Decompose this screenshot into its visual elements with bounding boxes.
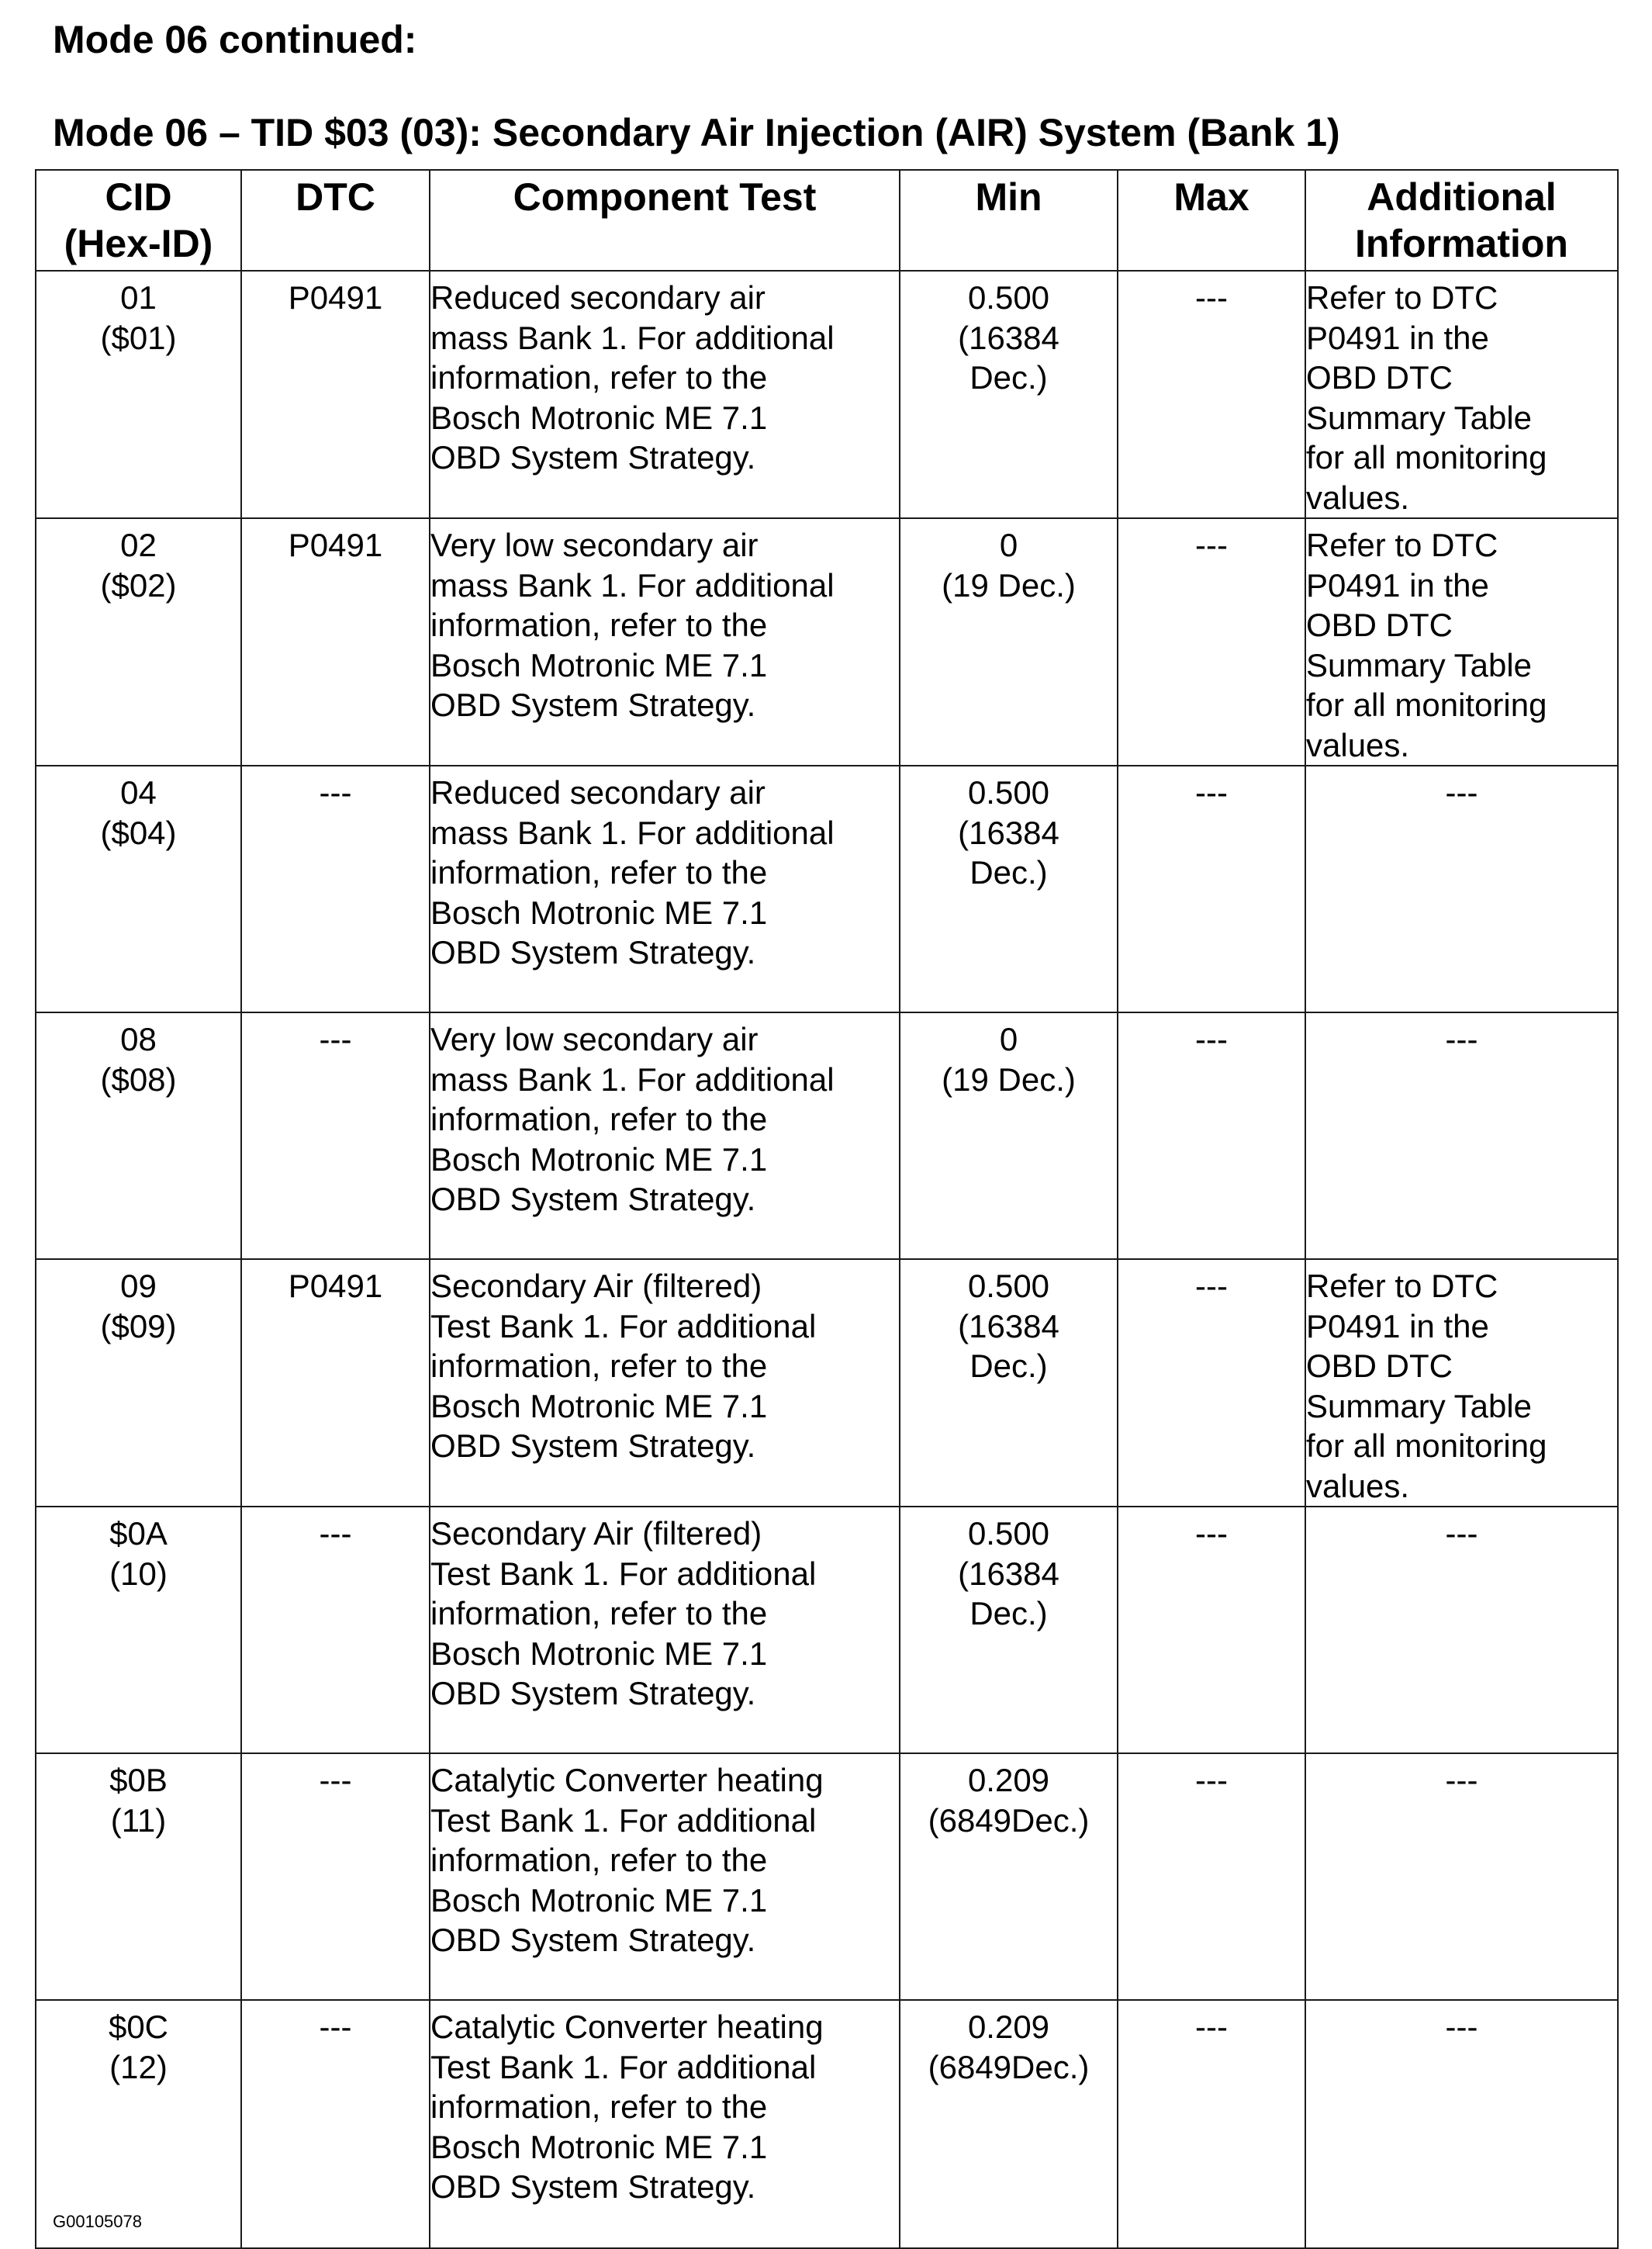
max-cell: ---: [1118, 2000, 1305, 2248]
table-row: [36, 1753, 1618, 2000]
cell-line: 09: [120, 1268, 157, 1304]
table-row: [36, 518, 1618, 766]
component-test-cell: [430, 271, 900, 518]
cid-cell: [36, 766, 241, 1012]
cell-line: for all monitoring: [1306, 439, 1547, 476]
cell-line: OBD System Strategy.: [430, 1922, 756, 1958]
cell-line: Bosch Motronic ME 7.1: [430, 1635, 768, 1672]
cell-line: Reduced secondary air: [430, 279, 766, 316]
cell-line: Bosch Motronic ME 7.1: [430, 1881, 768, 1919]
cell-line: ---: [1445, 774, 1478, 811]
table-row: [36, 2000, 1618, 2248]
mode06-table: [35, 169, 1619, 2249]
cell-line: P0491 in the: [1306, 319, 1489, 356]
dtc-cell: P0491: [241, 271, 430, 518]
cell-line: (16384: [958, 1555, 1059, 1592]
cell-line: $0A: [109, 1515, 168, 1552]
header-line: (Hex-ID): [64, 222, 213, 265]
cell-line: OBD System Strategy.: [430, 1675, 756, 1711]
dtc-cell: ---: [241, 2000, 430, 2248]
cell-line: information, refer to the: [430, 1595, 768, 1631]
table-header: [36, 170, 1618, 271]
additional-info-cell: [1305, 1753, 1618, 2000]
cell-line: for all monitoring: [1306, 687, 1547, 723]
max-cell: ---: [1118, 1753, 1305, 2000]
cell-line: mass Bank 1. For additional: [430, 814, 835, 851]
cell-line: Bosch Motronic ME 7.1: [430, 646, 768, 683]
cell-line: OBD DTC: [1306, 1348, 1453, 1384]
min-cell: [900, 271, 1118, 518]
cell-line: Very low secondary air: [430, 527, 759, 563]
cell-line: P0491 in the: [1306, 1307, 1489, 1344]
header-row: [36, 170, 1618, 271]
cell-line: 08: [120, 1021, 157, 1057]
cell-line: Summary Table: [1306, 1387, 1533, 1424]
min-cell: [900, 518, 1118, 766]
min-cell: [900, 766, 1118, 1012]
cell-line: Bosch Motronic ME 7.1: [430, 1387, 768, 1424]
min-cell: [900, 1259, 1118, 1507]
header-additional-information: [1305, 170, 1618, 271]
cell-line: 0: [999, 527, 1018, 563]
header-line: Information: [1355, 222, 1568, 265]
max-cell: ---: [1118, 518, 1305, 766]
cell-line: information, refer to the: [430, 1101, 768, 1137]
cell-line: Reduced secondary air: [430, 774, 766, 811]
cell-line: Test Bank 1. For additional: [430, 1307, 817, 1344]
cell-line: Dec.): [969, 1595, 1048, 1631]
header-line: Component Test: [513, 175, 817, 219]
cell-line: information, refer to the: [430, 1842, 768, 1878]
cid-cell: [36, 271, 241, 518]
header-component-test: [430, 170, 900, 271]
cell-line: values.: [1306, 726, 1410, 763]
cell-line: Test Bank 1. For additional: [430, 2048, 817, 2085]
cell-line: Bosch Motronic ME 7.1: [430, 2128, 768, 2165]
dtc-cell: P0491: [241, 1259, 430, 1507]
component-test-cell: [430, 766, 900, 1012]
cell-line: information, refer to the: [430, 359, 768, 396]
cell-line: ($09): [100, 1307, 177, 1344]
cell-line: (6849Dec.): [928, 1801, 1090, 1839]
cell-line: 0: [999, 1021, 1018, 1057]
additional-info-cell: [1305, 1507, 1618, 1753]
cell-line: 0.500: [967, 1268, 1050, 1304]
cell-line: ($02): [100, 566, 177, 604]
cell-line: OBD System Strategy.: [430, 2168, 756, 2205]
cell-line: Secondary Air (filtered): [430, 1515, 762, 1552]
cell-line: Refer to DTC: [1306, 1268, 1498, 1304]
cell-line: ($08): [100, 1060, 177, 1098]
table-body: [36, 271, 1618, 2248]
cell-line: information, refer to the: [430, 607, 768, 643]
min-cell: [900, 2000, 1118, 2248]
dtc-cell: ---: [241, 766, 430, 1012]
cell-line: (6849Dec.): [928, 2048, 1090, 2085]
table-row: [36, 1259, 1618, 1507]
cell-line: P0491 in the: [1306, 566, 1489, 604]
cell-line: Bosch Motronic ME 7.1: [430, 1140, 768, 1178]
page-heading: Mode 06 continued:: [53, 18, 417, 61]
cell-line: 01: [120, 279, 157, 316]
cell-line: OBD System Strategy.: [430, 1181, 756, 1217]
cell-line: ---: [1445, 1762, 1478, 1798]
header-line: Additional: [1367, 175, 1557, 219]
cell-line: OBD System Strategy.: [430, 1427, 756, 1464]
header-min: [900, 170, 1118, 271]
figure-id: G00105078: [53, 2212, 142, 2231]
cell-line: values.: [1306, 1467, 1410, 1504]
cell-line: values.: [1306, 479, 1410, 516]
cell-line: mass Bank 1. For additional: [430, 566, 835, 604]
component-test-cell: [430, 518, 900, 766]
dtc-cell: P0491: [241, 518, 430, 766]
cell-line: 0.500: [967, 1515, 1050, 1552]
cell-line: 0.500: [967, 279, 1050, 316]
additional-info-cell: [1305, 1259, 1618, 1507]
cell-line: (10): [109, 1555, 168, 1592]
max-cell: ---: [1118, 1259, 1305, 1507]
cell-line: Summary Table: [1306, 646, 1533, 683]
cell-line: Dec.): [969, 854, 1048, 891]
min-cell: [900, 1012, 1118, 1259]
cell-line: $0B: [109, 1762, 168, 1798]
component-test-cell: [430, 2000, 900, 2248]
cell-line: Secondary Air (filtered): [430, 1268, 762, 1304]
table-row: [36, 271, 1618, 518]
table-row: [36, 1012, 1618, 1259]
additional-info-cell: [1305, 518, 1618, 766]
cell-line: OBD System Strategy.: [430, 934, 756, 971]
header-line: CID: [105, 175, 172, 219]
header-line: Min: [975, 175, 1042, 219]
cell-line: 0.209: [967, 1762, 1050, 1798]
cell-line: OBD System Strategy.: [430, 439, 756, 476]
header-cid: [36, 170, 241, 271]
cid-cell: [36, 518, 241, 766]
cell-line: Catalytic Converter heating: [430, 1762, 824, 1798]
cell-line: Refer to DTC: [1306, 279, 1498, 316]
component-test-cell: [430, 1507, 900, 1753]
cell-line: ---: [1445, 1515, 1478, 1552]
header-line: Max: [1173, 175, 1249, 219]
cell-line: (19 Dec.): [942, 566, 1076, 604]
table-title: Mode 06 – TID $03 (03): Secondary Air Injection (AIR) System (Bank 1): [53, 111, 1340, 154]
cell-line: OBD DTC: [1306, 359, 1453, 396]
cid-cell: [36, 1507, 241, 1753]
cell-line: OBD DTC: [1306, 607, 1453, 643]
max-cell: ---: [1118, 271, 1305, 518]
cell-line: (16384: [958, 319, 1059, 356]
cell-line: (16384: [958, 814, 1059, 851]
component-test-cell: [430, 1012, 900, 1259]
header-max: [1118, 170, 1305, 271]
cell-line: Dec.): [969, 359, 1048, 396]
additional-info-cell: [1305, 766, 1618, 1012]
cell-line: ---: [1445, 1021, 1478, 1057]
cell-line: Very low secondary air: [430, 1021, 759, 1057]
table-row: [36, 1507, 1618, 1753]
component-test-cell: [430, 1259, 900, 1507]
cell-line: 0.209: [967, 2009, 1050, 2045]
cell-line: 0.500: [967, 774, 1050, 811]
additional-info-cell: [1305, 271, 1618, 518]
additional-info-cell: [1305, 1012, 1618, 1259]
cell-line: Catalytic Converter heating: [430, 2009, 824, 2045]
cell-line: information, refer to the: [430, 854, 768, 891]
dtc-cell: ---: [241, 1753, 430, 2000]
cell-line: 04: [120, 774, 157, 811]
max-cell: ---: [1118, 766, 1305, 1012]
cell-line: information, refer to the: [430, 2088, 768, 2125]
cell-line: 02: [120, 527, 157, 563]
dtc-cell: ---: [241, 1012, 430, 1259]
max-cell: ---: [1118, 1012, 1305, 1259]
cell-line: Bosch Motronic ME 7.1: [430, 399, 768, 436]
cell-line: ---: [1445, 2009, 1478, 2045]
cell-line: (16384: [958, 1307, 1059, 1344]
table-row: [36, 766, 1618, 1012]
cell-line: Refer to DTC: [1306, 527, 1498, 563]
cid-cell: [36, 2000, 241, 2248]
min-cell: [900, 1507, 1118, 1753]
cell-line: for all monitoring: [1306, 1427, 1547, 1464]
cell-line: (19 Dec.): [942, 1060, 1076, 1098]
additional-info-cell: [1305, 2000, 1618, 2248]
cid-cell: [36, 1012, 241, 1259]
cell-line: Test Bank 1. For additional: [430, 1555, 817, 1592]
cell-line: ($04): [100, 814, 177, 851]
cell-line: $0C: [108, 2009, 169, 2045]
cell-line: ($01): [100, 319, 177, 356]
cell-line: information, refer to the: [430, 1348, 768, 1384]
cell-line: Summary Table: [1306, 399, 1533, 436]
cell-line: Dec.): [969, 1348, 1048, 1384]
header-dtc: [241, 170, 430, 271]
header-line: DTC: [295, 175, 375, 219]
cell-line: Test Bank 1. For additional: [430, 1801, 817, 1839]
cell-line: OBD System Strategy.: [430, 687, 756, 723]
min-cell: [900, 1753, 1118, 2000]
cell-line: mass Bank 1. For additional: [430, 1060, 835, 1098]
cell-line: (11): [110, 1801, 167, 1839]
cid-cell: [36, 1753, 241, 2000]
max-cell: ---: [1118, 1507, 1305, 1753]
cell-line: (12): [109, 2048, 168, 2085]
dtc-cell: ---: [241, 1507, 430, 1753]
cell-line: mass Bank 1. For additional: [430, 319, 835, 356]
component-test-cell: [430, 1753, 900, 2000]
cid-cell: [36, 1259, 241, 1507]
cell-line: Bosch Motronic ME 7.1: [430, 894, 768, 931]
